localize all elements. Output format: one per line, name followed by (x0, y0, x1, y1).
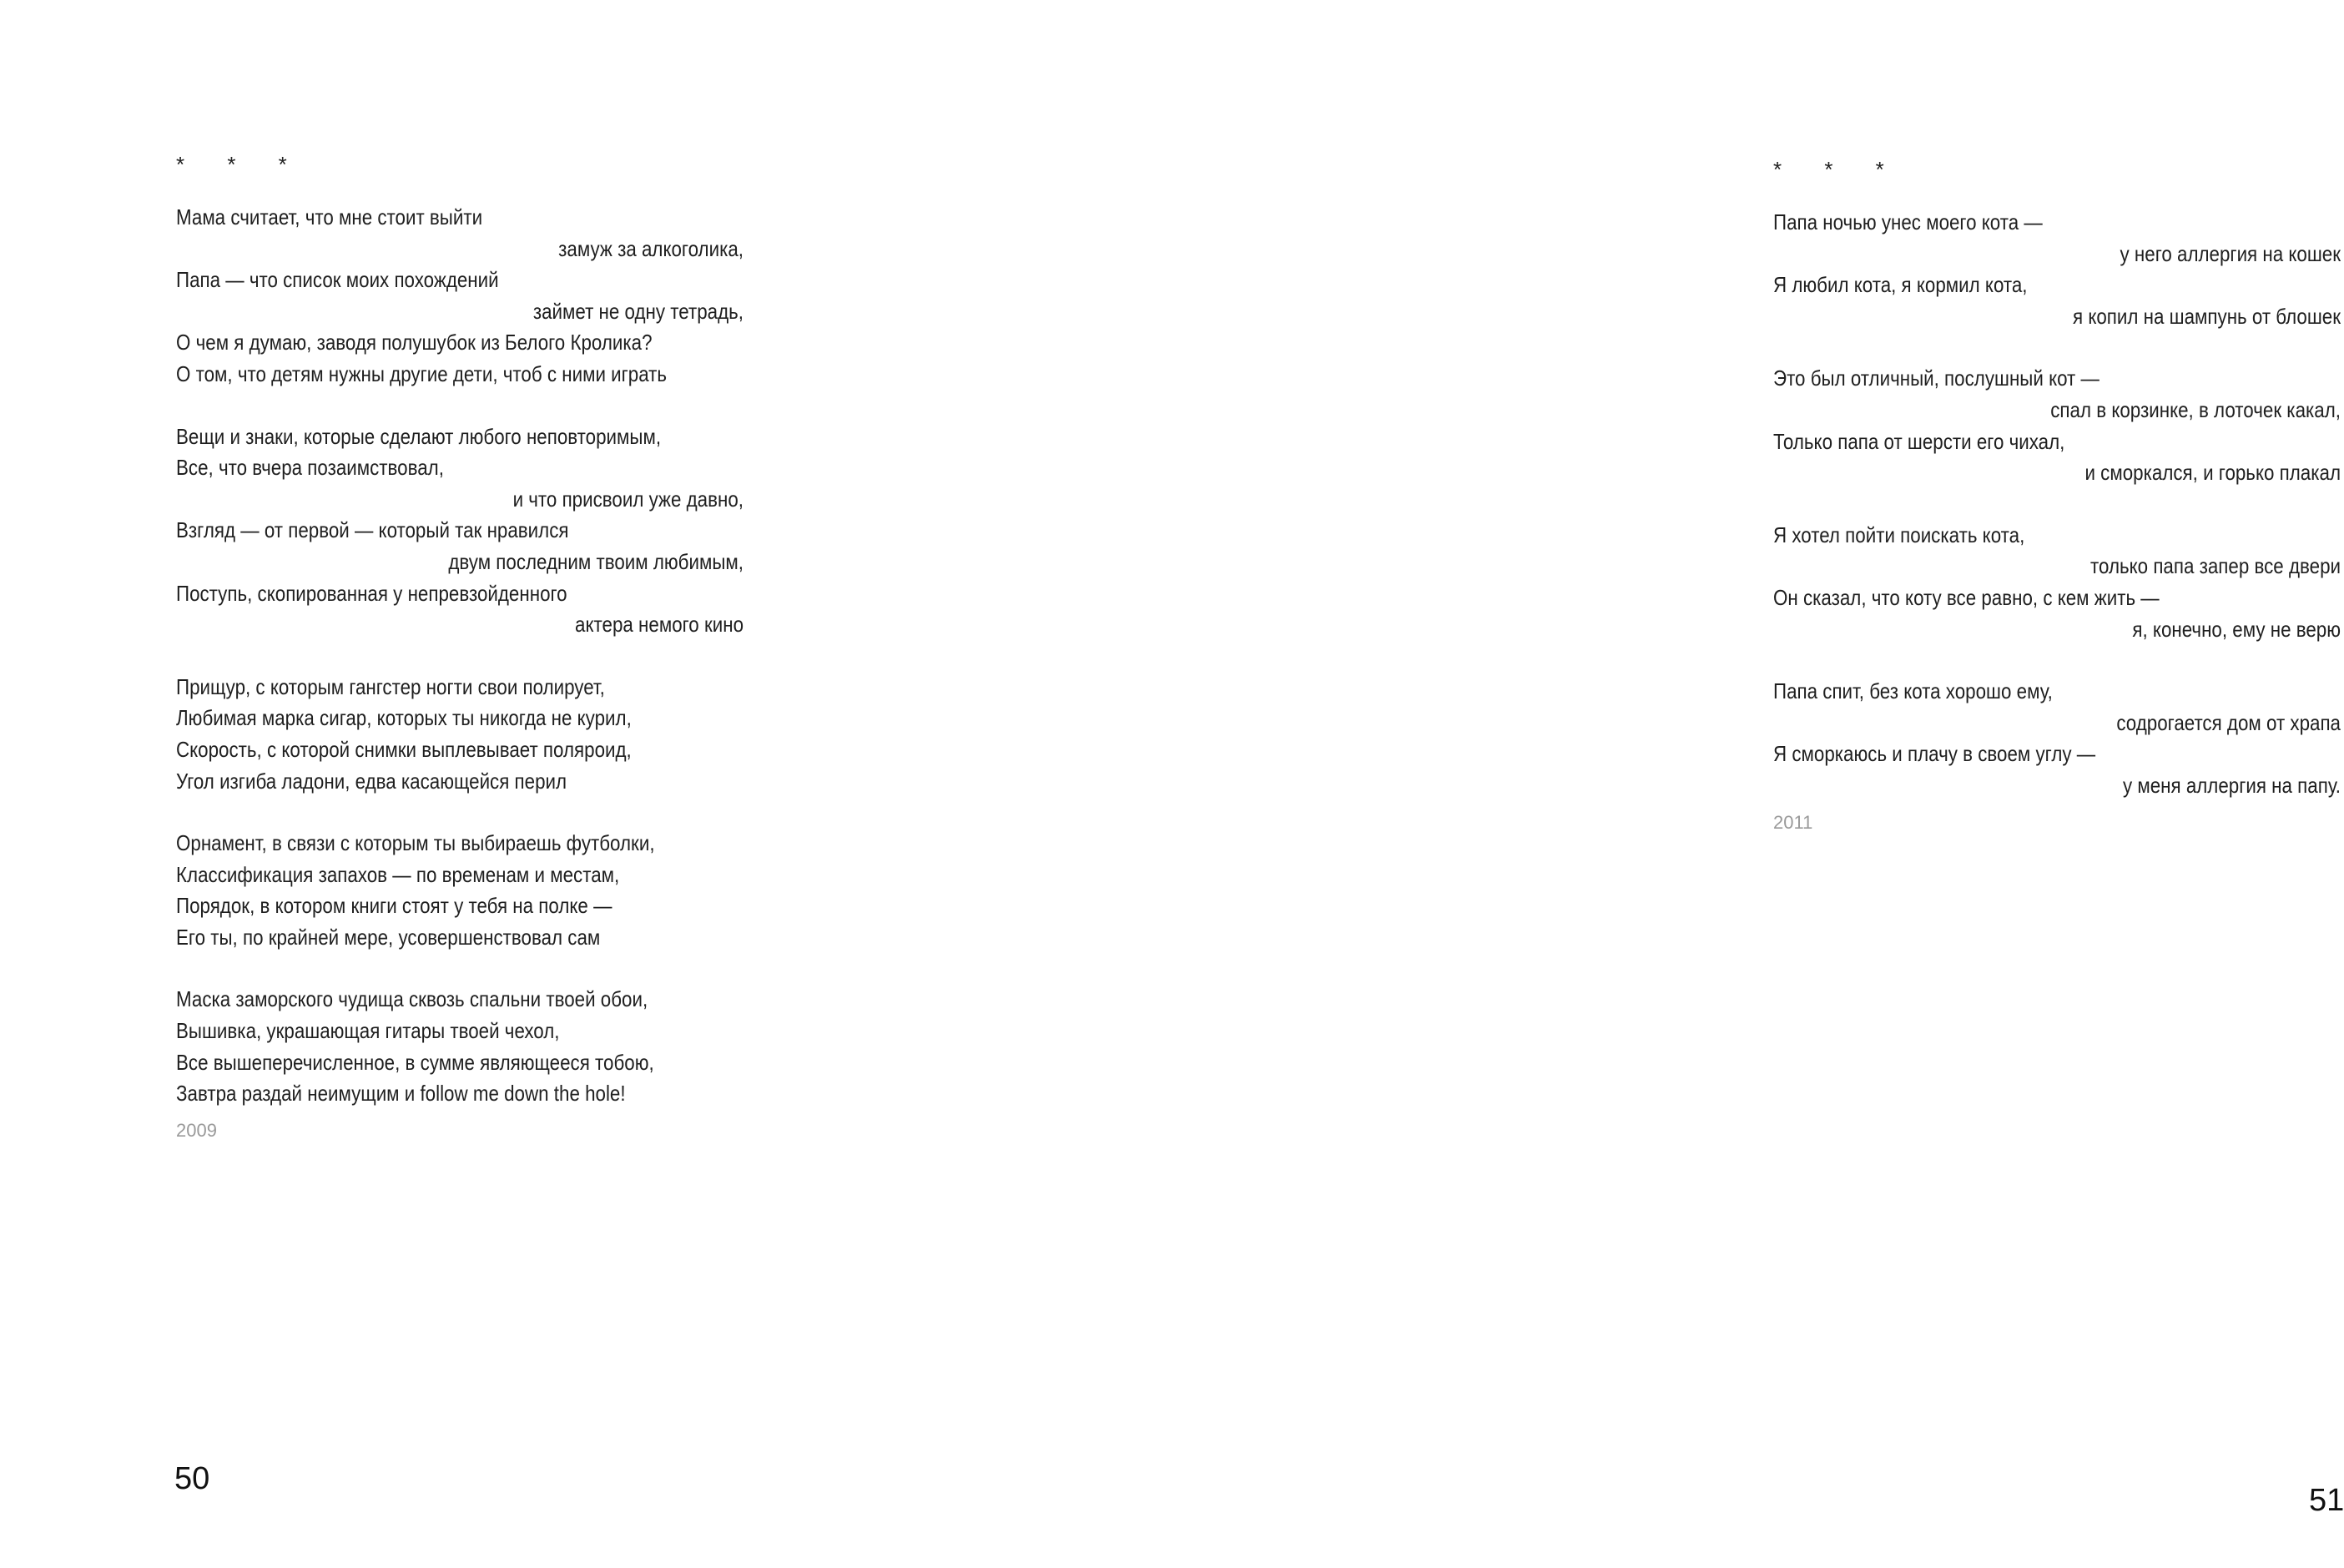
stanza (176, 421, 744, 641)
stanza (1773, 520, 2341, 645)
poem-line: Взгляд — от первой — который так нравился (176, 517, 569, 543)
poem-line: Папа спит, без кота хорошо ему, (1773, 678, 2053, 704)
poem-line: Скорость, с которой снимки выплевывает поляроид, (176, 736, 632, 762)
stanza (1773, 207, 2341, 332)
poem-line: займет не одну тетрадь, (532, 298, 744, 324)
poem-line: Папа — что список моих похождений (176, 267, 499, 293)
poem-line: Маска заморского чудища сквозь спальни твоей обои, (176, 986, 648, 1012)
poem-line: Он сказал, что коту все равно, с кем жить — (1773, 584, 2160, 610)
stanza (176, 984, 744, 1109)
stanza (1773, 363, 2341, 488)
poem-line: Я сморкаюсь и плачу в своем углу — (1773, 741, 2096, 767)
poem-line: спал в корзинке, в лоточек какал, (2050, 396, 2341, 422)
stanza (176, 672, 744, 797)
poem-line: у меня аллергия на папу. (2122, 772, 2341, 798)
poem-line: у него аллергия на кошек (2120, 240, 2341, 266)
poem-line: я, конечно, ему не верю (2132, 616, 2341, 642)
poem (176, 152, 744, 1143)
page-number: 51 (2309, 1483, 2344, 1518)
poem-line: актера немого кино (575, 612, 744, 638)
poem-line: Порядок, в котором книги стоят у тебя на полке — (176, 893, 612, 919)
poem-line: Вещи и знаки, которые сделают любого неповторимым, (176, 423, 662, 449)
poem-body (176, 202, 744, 1110)
poem-line: Я любил кота, я кормил кота, (1773, 272, 2028, 298)
poem-line: содрогается дом от храпа (2116, 709, 2341, 735)
stanza-ornament: * * * (176, 152, 305, 177)
poem-line: двум последним твоим любимым, (448, 548, 744, 574)
left-page (0, 0, 834, 1568)
poem-line: Завтра раздай неимущим и follow me down the hole! (176, 1081, 626, 1107)
page-number: 50 (174, 1461, 210, 1496)
poem-line: Я хотел пойти поискать кота, (1773, 522, 2025, 547)
poem-year: 2011 (1773, 811, 1813, 833)
poem-line: Все, что вчера позаимствовал, (176, 455, 444, 481)
poem-line: Его ты, по крайней мере, усовершенствовал сам (176, 924, 601, 950)
poem-line: Это был отличный, послушный кот — (1773, 366, 2100, 391)
poem-line: замуж за алкоголика, (558, 235, 744, 261)
poem-line: и сморкался, и горько плакал (2084, 460, 2341, 486)
poem-line: Только папа от шерсти его чихал, (1773, 428, 2065, 454)
poem-line: Любимая марка сигар, которых ты никогда не курил, (176, 705, 632, 731)
poem-line: Вышивка, украшающая гитары твоей чехол, (176, 1018, 560, 1044)
poem-line: Угол изгиба ладони, едва касающейся перил (176, 768, 567, 794)
poem (1773, 157, 2341, 835)
poem-line: Классификация запахов — по временам и местам, (176, 861, 620, 887)
poem-line: О чем я думаю, заводя полушубок из Белого Кролика? (176, 330, 653, 355)
poem-line: Орнамент, в связи с которым ты выбираешь футболки, (176, 830, 655, 856)
poem-line: Все вышеперечисленное, в сумме являющееся тобою, (176, 1049, 654, 1075)
poem-year: 2009 (176, 1119, 217, 1141)
stanza (176, 202, 744, 391)
stanza (1773, 676, 2341, 801)
right-page (834, 0, 2344, 1568)
stanza-ornament: * * * (1773, 157, 1903, 182)
poem-line: я копил на шампунь от блошек (2073, 303, 2341, 329)
poem-line: Поступь, скопированная у непревзойденного (176, 580, 567, 606)
poem-line: только папа запер все двери (2090, 553, 2341, 579)
poem-line: и что присвоил уже давно, (512, 486, 744, 512)
poem-line: Прищур, с которым гангстер ногти свои полирует, (176, 673, 605, 699)
stanza (176, 828, 744, 953)
poem-body (1773, 207, 2341, 802)
poem-line: Мама считает, что мне стоит выйти (176, 204, 483, 229)
poem-line: О том, что детям нужны другие дети, чтоб с ними играть (176, 360, 668, 386)
poem-line: Папа ночью унес моего кота — (1773, 209, 2043, 234)
